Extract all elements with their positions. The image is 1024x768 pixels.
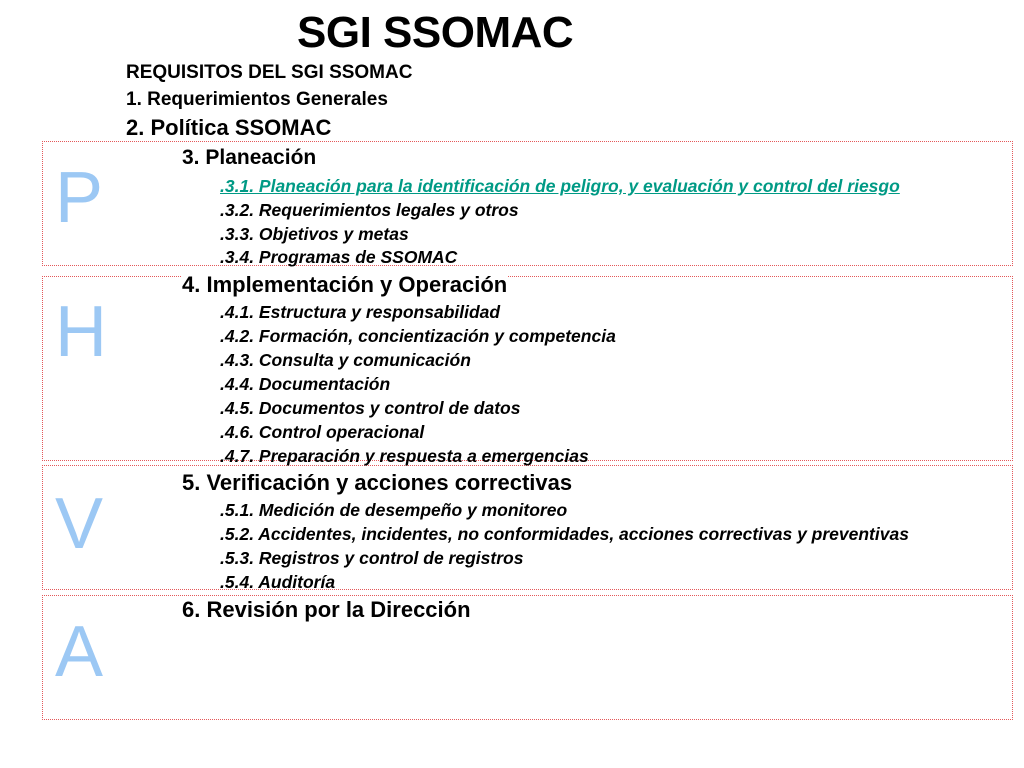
ssomac-policy: 2. Política SSOMAC xyxy=(126,115,332,140)
item-4-5: .4.5. Documentos y control de datos xyxy=(220,398,521,418)
general-requirements: 1. Requerimientos Generales xyxy=(126,89,388,110)
item-4-7: .4.7. Preparación y respuesta a emergencias xyxy=(220,446,589,466)
requirements-heading: REQUISITOS DEL SGI SSOMAC xyxy=(126,62,413,83)
item-4-2: .4.2. Formación, concientización y competencia xyxy=(220,326,616,346)
item-3-4: .3.4. Programas de SSOMAC xyxy=(220,247,458,267)
section-verification-heading: 5. Verificación y acciones correctivas xyxy=(182,470,573,495)
item-5-4: .5.4. Auditoría xyxy=(220,572,336,592)
phva-letter-v: V xyxy=(55,484,104,564)
item-5-1: .5.1. Medición de desempeño y monitoreo xyxy=(220,500,568,520)
item-4-6: .4.6. Control operacional xyxy=(220,422,425,442)
section-implementation-heading: 4. Implementación y Operación xyxy=(182,272,508,297)
page-title: SGI SSOMAC xyxy=(297,8,574,57)
phva-letter-a: A xyxy=(55,612,104,692)
section-review-heading: 6. Revisión por la Dirección xyxy=(182,597,471,622)
item-5-2: .5.2. Accidentes, incidentes, no conformidades, acciones correctivas y preventivas xyxy=(220,524,909,544)
item-3-1-link[interactable]: .3.1. Planeación para la identificación de peligro, y evaluación y control del riesgo xyxy=(220,176,900,196)
phva-letter-p: P xyxy=(55,158,104,238)
item-3-3: .3.3. Objetivos y metas xyxy=(220,224,409,244)
item-5-3: .5.3. Registros y control de registros xyxy=(220,548,524,568)
item-3-2: .3.2. Requerimientos legales y otros xyxy=(220,200,519,220)
item-4-3: .4.3. Consulta y comunicación xyxy=(220,350,471,370)
item-4-4: .4.4. Documentación xyxy=(220,374,391,394)
section-planning-heading: 3. Planeación xyxy=(182,146,317,169)
item-4-1: .4.1. Estructura y responsabilidad xyxy=(220,302,501,322)
phva-letter-h: H xyxy=(55,292,107,372)
do-box xyxy=(42,276,1013,461)
